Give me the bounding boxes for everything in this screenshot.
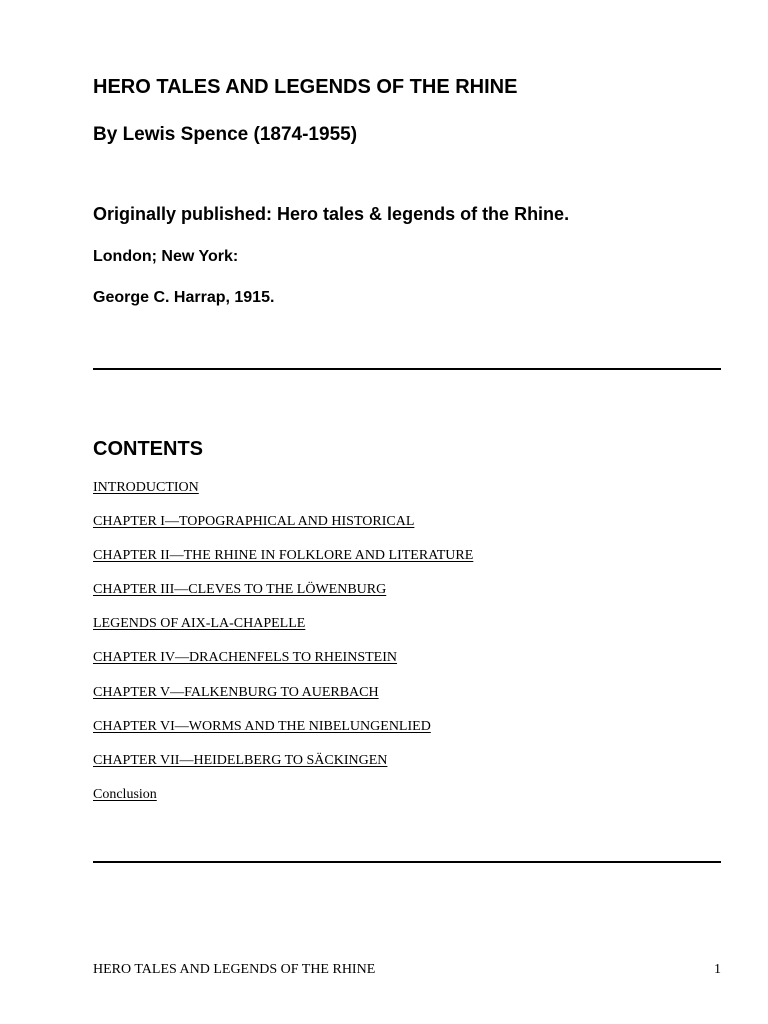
toc-link-legends-aix[interactable]: LEGENDS OF AIX-LA-CHAPELLE — [93, 616, 306, 632]
footer-running-title: HERO TALES AND LEGENDS OF THE RHINE — [93, 962, 376, 977]
bottom-divider — [93, 861, 721, 863]
toc-link-chapter-7[interactable]: CHAPTER VII—HEIDELBERG TO SÄCKINGEN — [93, 752, 388, 768]
toc-item — [93, 614, 473, 648]
page-number: 1 — [714, 962, 721, 977]
toc-item — [93, 785, 473, 819]
publisher-line: George C. Harrap, 1915. — [93, 289, 275, 306]
toc-item — [93, 546, 473, 580]
toc-item — [93, 648, 473, 682]
toc-link-introduction[interactable]: INTRODUCTION — [93, 480, 199, 495]
author-line: By Lewis Spence (1874-1955) — [93, 124, 358, 145]
table-of-contents — [93, 478, 473, 819]
toc-item — [93, 478, 473, 512]
toc-link-chapter-6[interactable]: CHAPTER VI—WORMS AND THE NIBELUNGENLIED — [93, 718, 431, 734]
contents-heading: CONTENTS — [93, 438, 203, 460]
original-publication-line: Originally published: Hero tales & legends of the Rhine. — [93, 204, 570, 224]
publication-place: London; New York: — [93, 248, 239, 265]
toc-item — [93, 683, 473, 717]
toc-link-chapter-5[interactable]: CHAPTER V—FALKENBURG TO AUERBACH — [93, 684, 379, 700]
book-title: HERO TALES AND LEGENDS OF THE RHINE — [93, 76, 518, 98]
toc-item — [93, 512, 473, 546]
toc-item — [93, 751, 473, 785]
toc-link-chapter-4[interactable]: CHAPTER IV—DRACHENFELS TO RHEINSTEIN — [93, 650, 397, 666]
toc-item — [93, 580, 473, 614]
toc-link-chapter-1[interactable]: CHAPTER I—TOPOGRAPHICAL AND HISTORICAL — [93, 514, 415, 530]
toc-link-chapter-3[interactable]: CHAPTER III—CLEVES TO THE LÖWENBURG — [93, 582, 387, 598]
top-divider — [93, 368, 721, 370]
toc-link-conclusion[interactable]: Conclusion — [93, 786, 157, 802]
toc-link-chapter-2[interactable]: CHAPTER II—THE RHINE IN FOLKLORE AND LITERATURE — [93, 548, 474, 564]
toc-item — [93, 717, 473, 751]
